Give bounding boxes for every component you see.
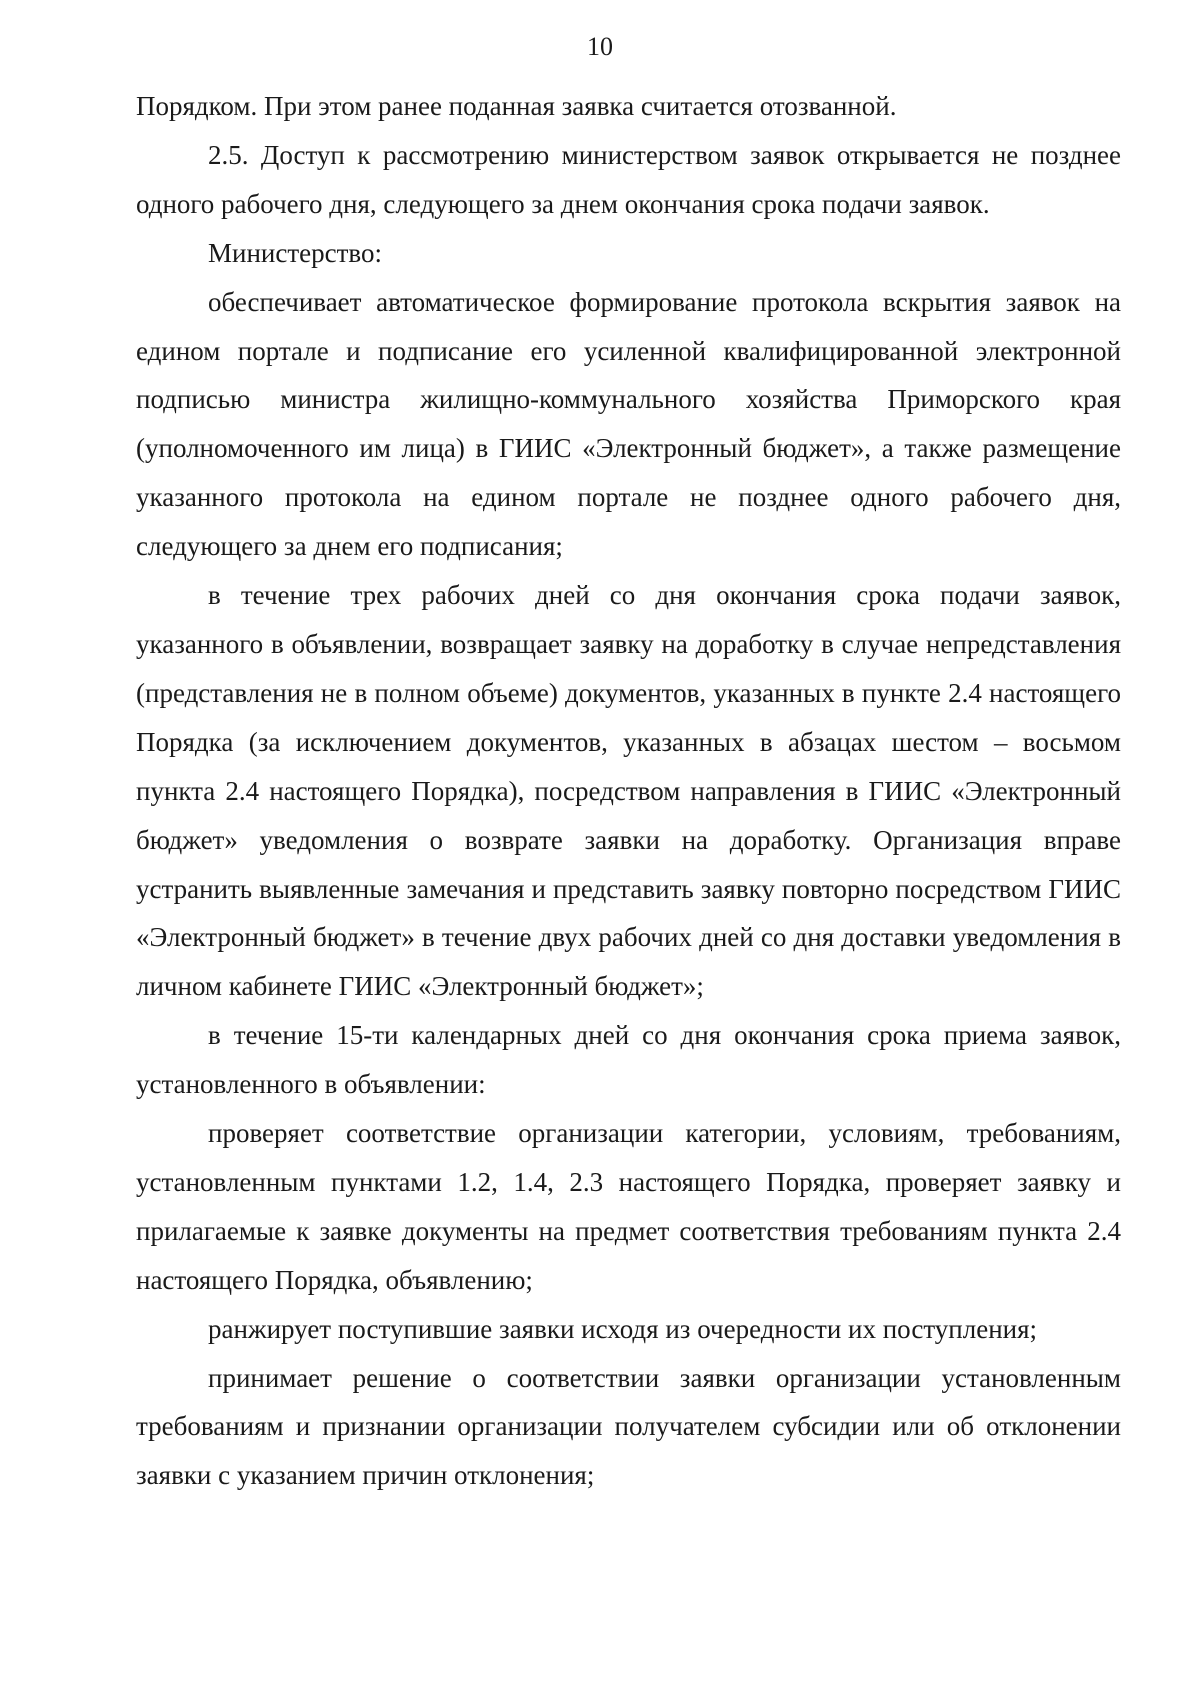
paragraph-continuation: Порядком. При этом ранее поданная заявка считается отозванной. (136, 91, 897, 121)
paragraph-makes-decision: принимает решение о соответствии заявки организации установленным требованиям и признании организации получателем субсидии или об отклонении заявки с указанием причин отклонения; (136, 1362, 1121, 1491)
paragraph-return-for-revision: в течение трех рабочих дней со дня окончания срока подачи заявок, указанного в объявлении, возвращает заявку на доработку в случае непредставления (представления не в полном объеме) документов, указанных в пункте 2.4 настоящего Порядка (за исключением документов, указанных в абзацах шестом – восьмом пункта 2.4 настоящего Порядка), посредством направления в ГИИС «Электронный бюджет» уведомления о возврате заявки на доработку. Организация вправе устранить выявленные замечания и представить заявку повторно посредством ГИИС «Электронный бюджет» в течение двух рабочих дней со дня доставки уведомления в личном кабинете ГИИС «Электронный бюджет»; (136, 580, 1121, 1002)
paragraph-checks-compliance: проверяет соответствие организации категории, условиям, требованиям, установленным пунктами 1.2, 1.4, 2.3 настоящего Порядка, проверяет заявку и прилагаемые к заявке документы на предмет соответствия требованиям пункта 2.4 настоящего Порядка, объявлению; (136, 1118, 1121, 1295)
paragraph-ranks-applications: ранжирует поступившие заявки исходя из очередности их поступления; (208, 1313, 1038, 1344)
document-body (136, 82, 1121, 1500)
paragraph-protocol: обеспечивает автоматическое формирование протокола вскрытия заявок на едином портале и подписание его усиленной квалифицированной электронной подписью министра жилищно-коммунального хозяйства Приморского края (уполномоченного им лица) в ГИИС «Электронный бюджет», а также размещение указанного протокола на едином портале не позднее одного рабочего дня, следующего за днем его подписания; (136, 286, 1121, 562)
paragraph-2-5: 2.5. Доступ к рассмотрению министерством заявок открывается не позднее одного рабочего дня, следующего за днем окончания срока подачи заявок. (136, 139, 1121, 219)
paragraph-15-days: в течение 15-ти календарных дней со дня окончания срока приема заявок, установленного в объявлении: (136, 1020, 1121, 1100)
paragraph-ministry-heading: Министерство: (208, 237, 382, 268)
page-number: 10 (587, 32, 613, 61)
